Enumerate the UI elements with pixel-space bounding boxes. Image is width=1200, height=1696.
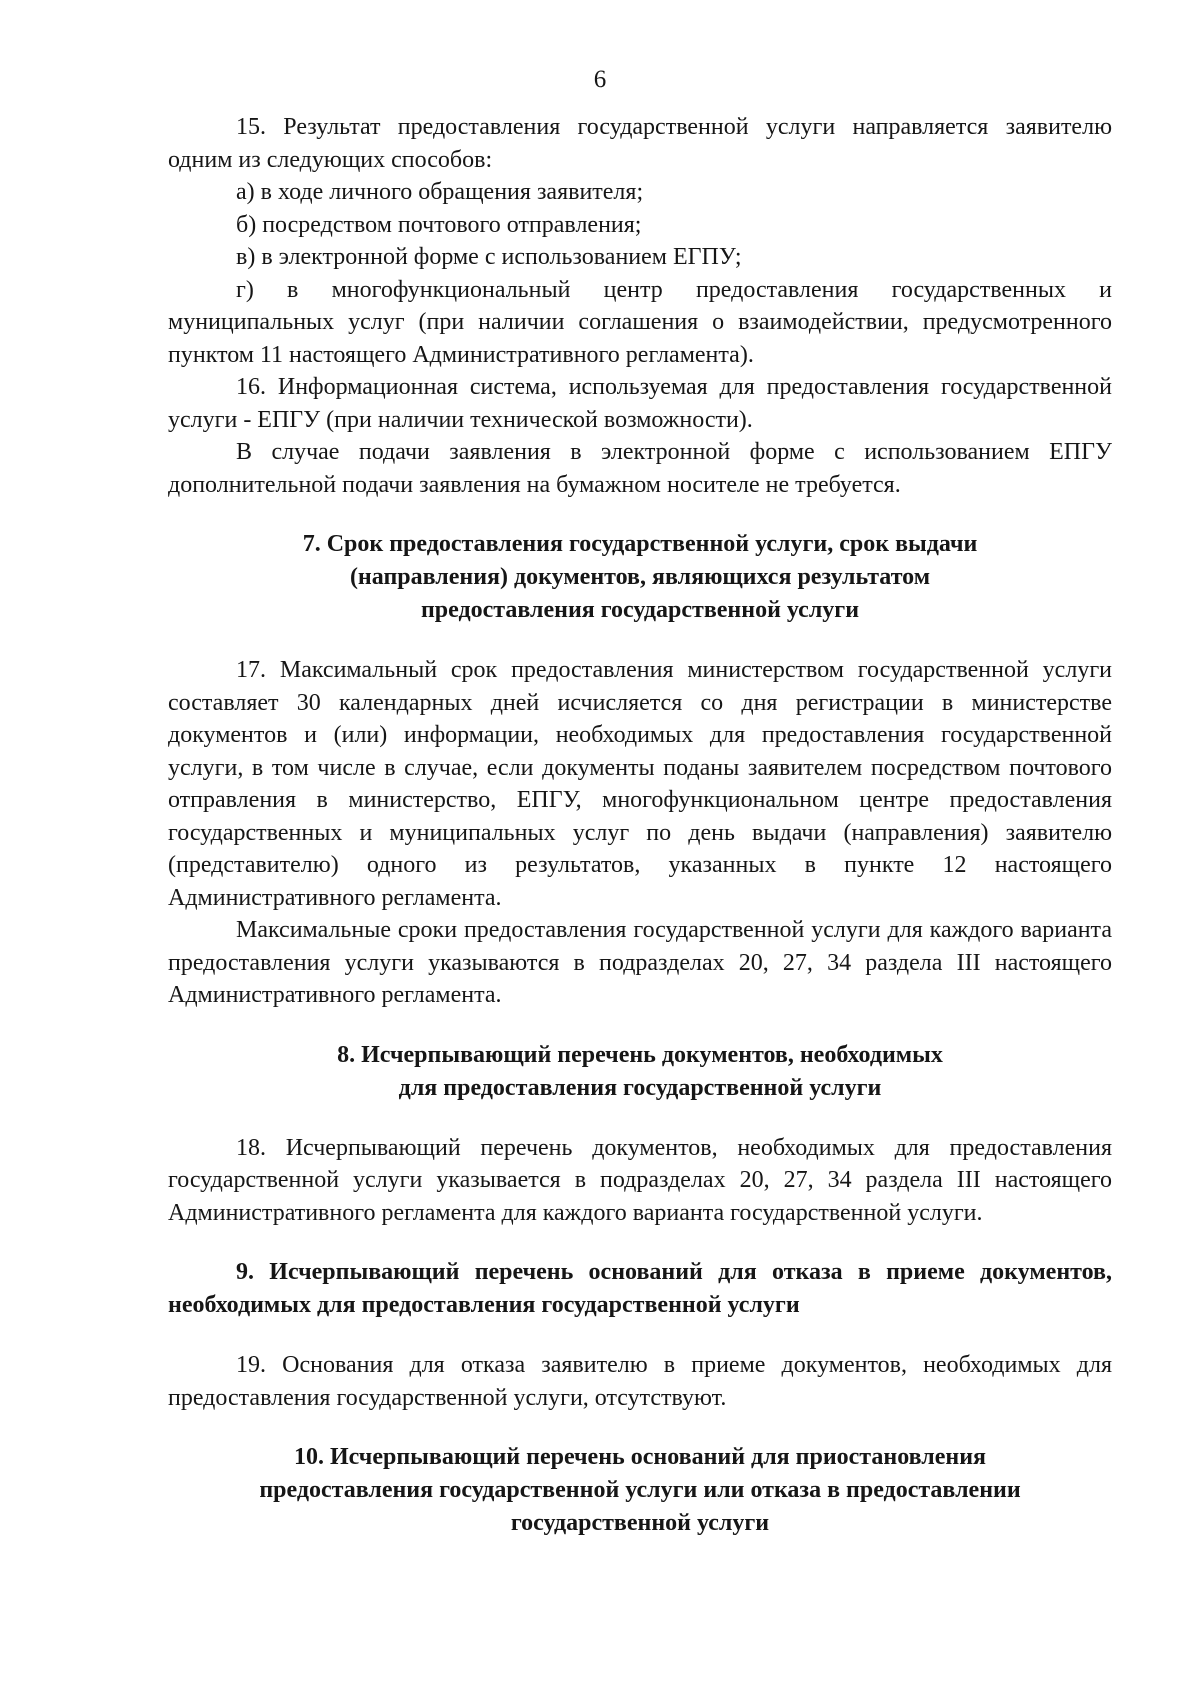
section-heading-10-line: предоставления государственной услуги или отказа в предоставлении (259, 1477, 1021, 1503)
section-heading-7-line: предоставления государственной услуги (420, 597, 860, 623)
section-heading-9: 9. Исчерпывающий перечень оснований для отказа в приеме документов, необходимых для предоставления государственной услуги (168, 1259, 1112, 1318)
paragraph-16: 16. Информационная система, используемая для предоставления государственной услуги - ЕПГУ (при наличии технической возможности). (168, 374, 1112, 433)
section-heading-7-line: (направления) документов, являющихся результатом (349, 564, 931, 590)
section-heading-8-line: 8. Исчерпывающий перечень документов, необходимых (337, 1041, 943, 1068)
paragraph-16-note: В случае подачи заявления в электронной форме с использованием ЕПГУ дополнительной подачи заявления на бумажном носителе не требуется. (168, 439, 1112, 498)
list-item-c: в) в электронной форме с использованием ЕГПУ; (236, 244, 742, 270)
paragraph-18: 18. Исчерпывающий перечень документов, необходимых для предоставления государственной услуги указывается в подразделах 20, 27, 34 раздела III настоящего Административного регламента для каждого варианта государственной услуги. (168, 1134, 1112, 1226)
section-heading-10-line: 10. Исчерпывающий перечень оснований для приостановления (293, 1444, 987, 1470)
section-heading-10 (168, 1441, 1112, 1540)
document-body (168, 111, 1112, 1540)
list-item-a: а) в ходе личного обращения заявителя; (236, 179, 644, 205)
section-heading-7-line: 7. Срок предоставления государственной услуги, срок выдачи (302, 531, 978, 557)
paragraph-17-note: Максимальные сроки предоставления государственной услуги для каждого варианта предоставления услуги указываются в подразделах 20, 27, 34 раздела III настоящего Административного регламента. (168, 917, 1112, 1008)
paragraph-19: 19. Основания для отказа заявителю в приеме документов, необходимых для предоставления государственной услуги, отсутствуют. (168, 1352, 1112, 1411)
paragraph-15: 15. Результат предоставления государственной услуги направляется заявителю одним из следующих способов: (168, 114, 1112, 173)
list-item-d: г) в многофункциональный центр предоставления государственных и муниципальных услуг (при наличии соглашения о взаимодействии, предусмотренного пунктом 11 настоящего Административного регламента). (168, 276, 1112, 368)
section-heading-8 (168, 1039, 1112, 1105)
list-item-b: б) посредством почтового отправления; (236, 211, 642, 238)
page-number: 6 (593, 66, 607, 93)
section-heading-8-line: для предоставления государственной услуги (398, 1074, 882, 1101)
section-heading-7 (168, 528, 1112, 627)
paragraph-17: 17. Максимальный срок предоставления министерством государственной услуги составляет 30 календарных дней исчисляется со дня регистрации в министерстве документов и (или) информации, необходимых для предоставления государственной услуги, в том числе в случае, если документы поданы заявителем посредством почтового отправления в министерство, ЕПГУ, многофункциональном центре предоставления государственных и муниципальных услуг по день выдачи (направления) заявителю (представителю) одного из результатов, указанных в пункте 12 настоящего Административного регламента. (168, 657, 1112, 911)
section-heading-10-line: государственной услуги (510, 1510, 770, 1536)
